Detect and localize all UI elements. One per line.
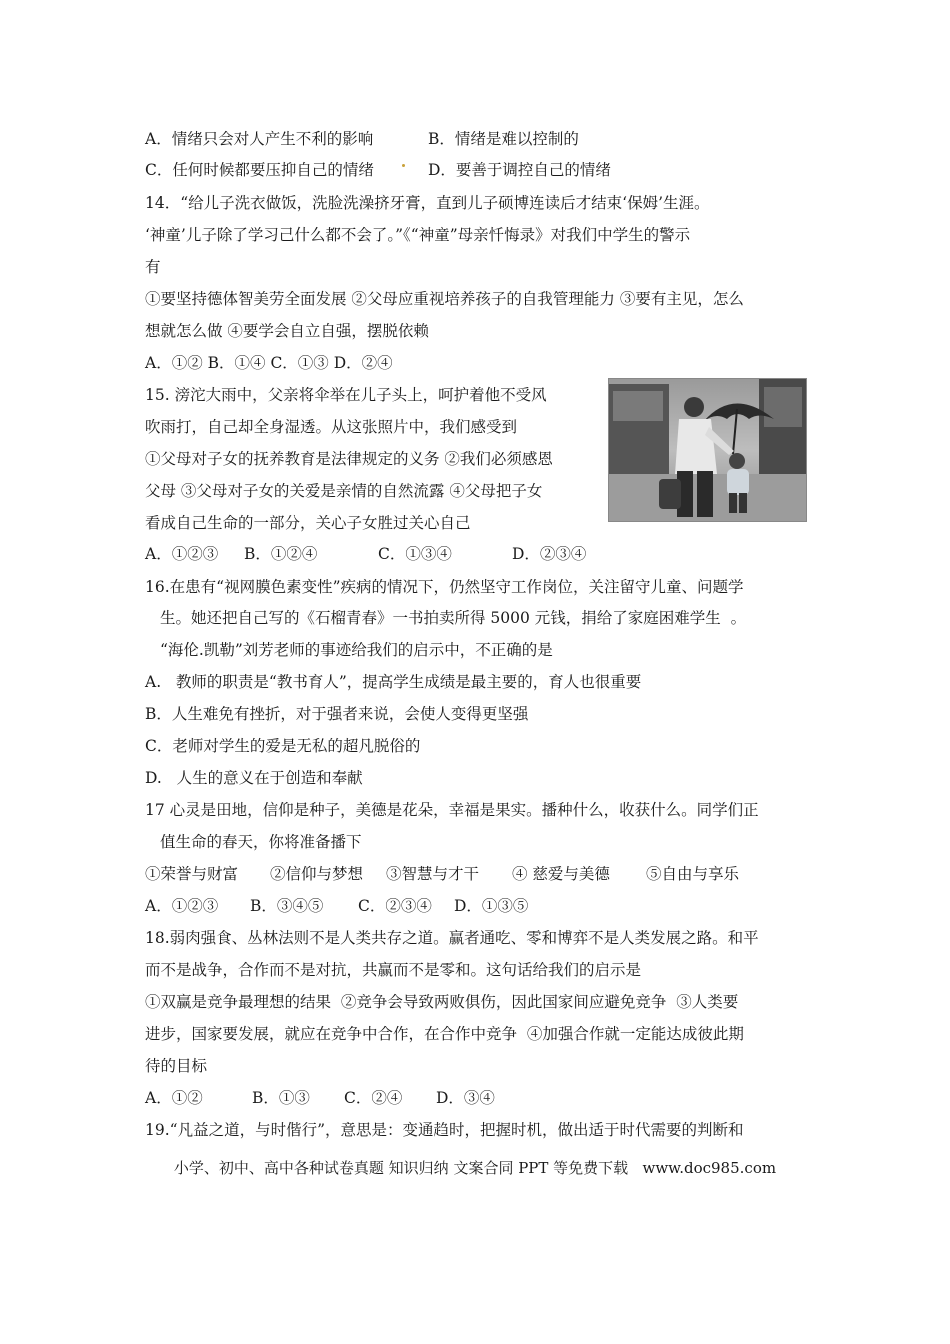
q15-line: 吹雨打，自己却全身湿透。从这张照片中，我们感受到 bbox=[145, 418, 518, 436]
q14-line: ‘神童’儿子除了学习己什么都不会了。”《“神童”母亲忏悔录》对我们中学生的警示 bbox=[145, 226, 691, 244]
q18-option-d: D．③④ bbox=[436, 1089, 495, 1107]
q16-option-d: D. 人生的意义在于创造和奉献 bbox=[145, 769, 363, 787]
q14-line: 有 bbox=[145, 258, 161, 276]
q17-item: ②信仰与梦想 bbox=[270, 865, 364, 883]
q18-line: 待的目标 bbox=[145, 1057, 208, 1075]
q15-line: 15. 滂沱大雨中，父亲将伞举在儿子头上，呵护着他不受风 bbox=[145, 386, 547, 404]
q18-line: 18.弱肉强食、丛林法则不是人类共存之道。赢者通吃、零和博弈不是人类发展之路。和平 bbox=[145, 929, 759, 947]
stray-dot bbox=[402, 164, 405, 167]
q16-line: “海伦.凯勒”刘芳老师的事迹给我们的启示中，不正确的是 bbox=[160, 641, 553, 659]
q19-line: 19.“凡益之道，与时偕行”，意思是：变通趋时，把握时机，做出适于时代需要的判断和 bbox=[145, 1121, 744, 1139]
photo-illustration bbox=[609, 379, 806, 521]
q17-item: ⑤自由与享乐 bbox=[646, 865, 740, 883]
q18-option-c: C．②④ bbox=[344, 1089, 403, 1107]
q18-option-a: A．①② bbox=[145, 1089, 203, 1107]
q13-option-d: D．要善于调控自己的情绪 bbox=[428, 161, 611, 179]
q14-line: ①要坚持德体智美劳全面发展 ②父母应重视培养孩子的自我管理能力 ③要有主见，怎么 bbox=[145, 290, 744, 308]
father-umbrella-photo bbox=[608, 378, 807, 522]
q15-line: 看成自己生命的一部分，关心子女胜过关心自己 bbox=[145, 514, 471, 532]
q16-option-b: B．人生难免有挫折，对于强者来说，会使人变得更坚强 bbox=[145, 705, 529, 723]
q17-option-c: C．②③④ bbox=[358, 897, 432, 915]
q18-option-b: B．①③ bbox=[252, 1089, 310, 1107]
q15-line: 父母 ③父母对子女的关爱是亲情的自然流露 ④父母把子女 bbox=[145, 482, 543, 500]
q17-line: 17 心灵是田地，信仰是种子，美德是花朵，幸福是果实。播种什么，收获什么。同学们正 bbox=[145, 801, 759, 819]
page-footer: 小学、初中、高中各种试卷真题 知识归纳 文案合同 PPT 等免费下载 www.doc985.com bbox=[173, 1159, 777, 1177]
q13-option-c: C．任何时候都要压抑自己的情绪 bbox=[145, 161, 374, 179]
q14-options: A．①② B．①④ C．①③ D．②④ bbox=[145, 354, 393, 372]
q17-option-b: B．③④⑤ bbox=[250, 897, 324, 915]
q14-line: 14．“给儿子洗衣做饭，洗脸洗澡挤牙膏，直到儿子硕博连读后才结束‘保姆’生涯。 bbox=[145, 194, 710, 212]
q15-option-d: D．②③④ bbox=[512, 545, 587, 563]
q15-option-b: B．①②④ bbox=[244, 545, 318, 563]
q13-option-a: A．情绪只会对人产生不利的影响 bbox=[145, 130, 374, 148]
q15-line: ①父母对子女的抚养教育是法律规定的义务 ②我们必须感恩 bbox=[145, 450, 553, 468]
q18-line: 而不是战争，合作而不是对抗，共赢而不是零和。这句话给我们的启示是 bbox=[145, 961, 642, 979]
q18-line: 进步，国家要发展，就应在竞争中合作，在合作中竞争 ④加强合作就一定能达成彼此期 bbox=[145, 1025, 744, 1043]
q15-option-a: A．①②③ bbox=[145, 545, 219, 563]
q17-item: ④ 慈爱与美德 bbox=[512, 865, 610, 883]
q15-option-c: C．①③④ bbox=[378, 545, 452, 563]
q13-option-b: B．情绪是难以控制的 bbox=[428, 130, 579, 148]
q17-option-d: D．①③⑤ bbox=[454, 897, 529, 915]
q16-option-c: C．老师对学生的爱是无私的超凡脱俗的 bbox=[145, 737, 421, 755]
q17-line: 值生命的春天，你将准备播下 bbox=[160, 833, 362, 851]
q16-line: 生。她还把自己写的《石榴青春》一书拍卖所得 5000 元钱，捐给了家庭困难学生 。 bbox=[160, 609, 747, 627]
q17-item: ①荣誉与财富 bbox=[145, 865, 239, 883]
q14-line: 想就怎么做 ④要学会自立自强，摆脱依赖 bbox=[145, 322, 429, 340]
q16-option-a: A. 教师的职责是“教书育人”，提高学生成绩是最主要的，育人也很重要 bbox=[145, 673, 642, 691]
q17-option-a: A．①②③ bbox=[145, 897, 219, 915]
q18-line: ①双赢是竞争最理想的结果 ②竞争会导致两败俱伤，因此国家间应避免竞争 ③人类要 bbox=[145, 993, 739, 1011]
q16-line: 16.在患有“视网膜色素变性”疾病的情况下，仍然坚守工作岗位，关注留守儿童、问题学 bbox=[145, 578, 744, 596]
q17-item: ③智慧与才干 bbox=[386, 865, 480, 883]
